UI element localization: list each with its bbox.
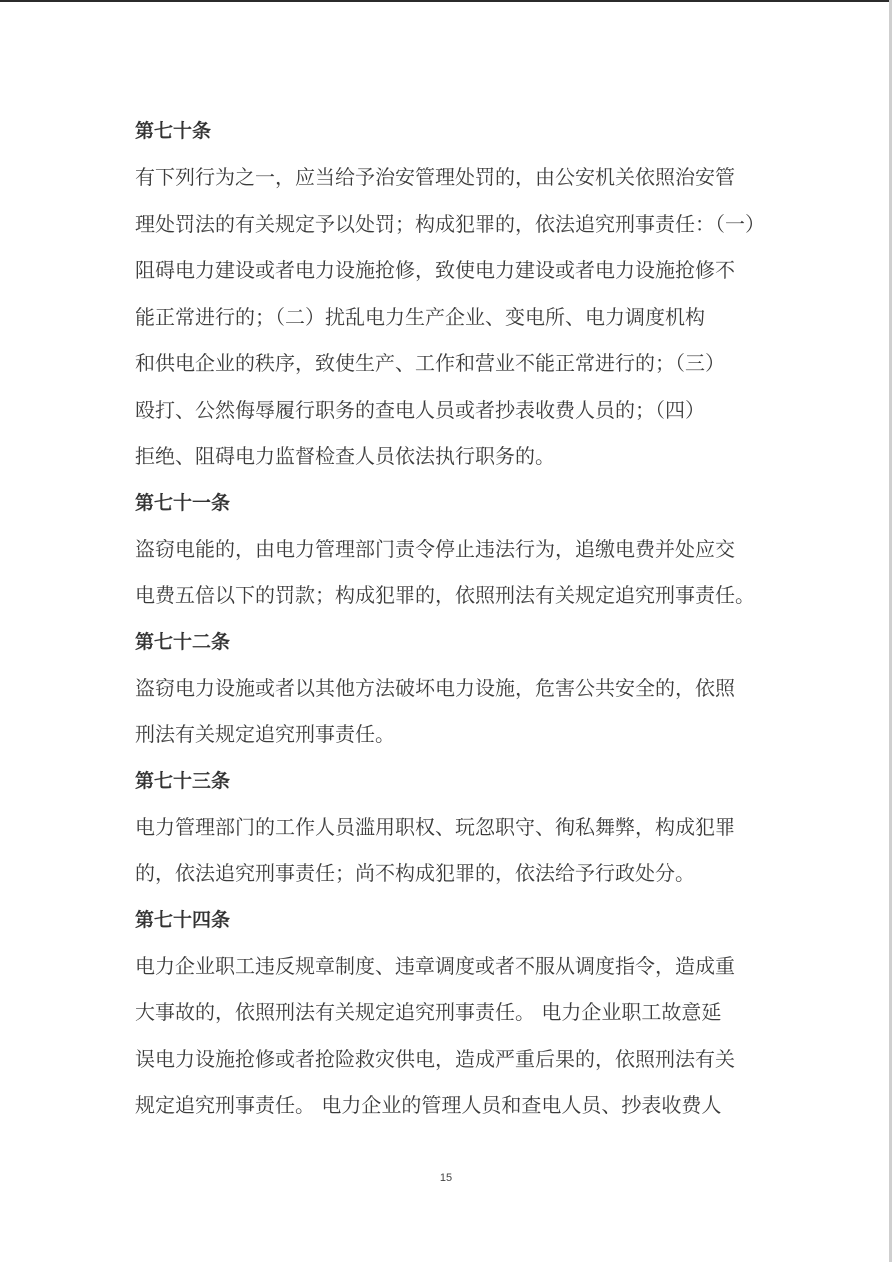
paragraph-line: 电费五倍以下的罚款；构成犯罪的，依照刑法有关规定追究刑事责任。 [135,583,755,607]
paragraph-line: 的，依法追究刑事责任；尚不构成犯罪的，依法给予行政处分。 [135,861,695,885]
paragraph-line: 和供电企业的秩序，致使生产、工作和营业不能正常进行的；（三） [135,351,725,375]
document-body [135,108,775,1129]
paragraph-line: 电力管理部门的工作人员滥用职权、玩忽职守、徇私舞弊，构成犯罪 [135,814,735,839]
paragraph-line: 拒绝、阻碍电力监督检查人员依法执行职务的。 [135,444,555,468]
article-73 [135,758,775,897]
article-74 [135,897,775,1129]
paragraph-line: 殴打、公然侮辱履行职务的查电人员或者抄表收费人员的；（四） [135,397,705,422]
paragraph-line: 规定追究刑事责任。 电力企业的管理人员和查电人员、抄表收费人 [135,1093,722,1117]
article-72 [135,619,775,758]
paragraph-line: 阻碍电力建设或者电力设施抢修，致使电力建设或者电力设施抢修不 [135,258,735,282]
article-heading: 第七十二条 [135,630,231,653]
paragraph-line: 误电力设施抢修或者抢险救灾供电，造成严重后果的，依照刑法有关 [135,1046,735,1071]
article-heading: 第七十四条 [135,908,231,931]
page-top-border [0,0,892,2]
paragraph-line: 理处罚法的有关规定予以处罚；构成犯罪的，依法追究刑事责任：（一） [135,211,765,236]
article-71 [135,480,775,619]
paragraph-line: 盗窃电能的，由电力管理部门责令停止违法行为，追缴电费并处应交 [135,536,735,561]
paragraph-line: 电力企业职工违反规章制度、违章调度或者不服从调度指令，造成重 [135,953,735,978]
paragraph-line: 能正常进行的；（二）扰乱电力生产企业、变电所、电力调度机构 [135,304,705,329]
page-number: 15 [439,1172,453,1184]
paragraph-line: 盗窃电力设施或者以其他方法破坏电力设施，危害公共安全的，依照 [135,675,735,700]
paragraph-line: 刑法有关规定追究刑事责任。 [135,722,395,746]
paragraph-line: 大事故的，依照刑法有关规定追究刑事责任。 电力企业职工故意延 [135,1000,722,1024]
paragraph-line: 有下列行为之一，应当给予治安管理处罚的，由公安机关依照治安管 [135,165,735,189]
article-heading: 第七十三条 [135,769,231,792]
article-70 [135,108,775,480]
article-heading: 第七十一条 [135,491,231,514]
article-heading: 第七十条 [135,120,212,142]
